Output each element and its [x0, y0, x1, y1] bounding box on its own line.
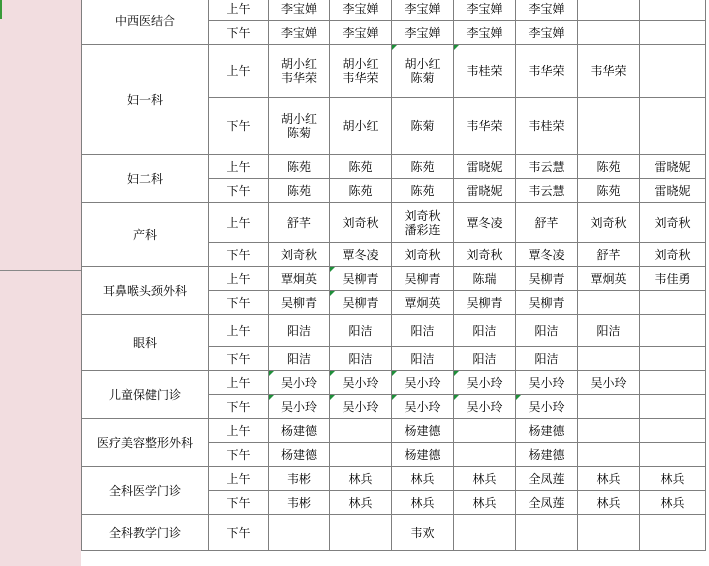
doctor-name: 吴小玲 — [280, 399, 317, 414]
doctor-cell[interactable] — [269, 443, 330, 467]
doctor-name: 韦彬 — [286, 495, 311, 510]
doctor-cell[interactable] — [392, 155, 454, 179]
doctor-cell[interactable] — [269, 243, 330, 267]
department-name[interactable]: 妇二科 — [82, 155, 209, 203]
doctor-name: 林兵 — [660, 471, 685, 486]
doctor-cell[interactable] — [269, 491, 330, 515]
doctor-cell[interactable] — [640, 467, 706, 491]
doctor-cell[interactable] — [269, 21, 330, 45]
doctor-cell[interactable] — [392, 291, 454, 315]
doctor-cell[interactable] — [392, 243, 454, 267]
doctor-name: 舒芊 — [596, 247, 621, 262]
doctor-cell[interactable] — [454, 347, 516, 371]
doctor-name: 吴小玲 — [404, 375, 441, 390]
doctor-cell[interactable] — [330, 347, 392, 371]
doctor-name: 舒芊 — [286, 215, 311, 230]
doctor-name: 陈苑 — [596, 159, 621, 174]
doctor-cell[interactable] — [269, 291, 330, 315]
doctor-name: 覃冬凌 — [466, 215, 503, 230]
doctor-name: 杨建德 — [528, 447, 565, 462]
doctor-cell[interactable] — [392, 347, 454, 371]
doctor-cell[interactable] — [330, 419, 392, 443]
left-category-block[interactable] — [0, 271, 81, 566]
doctor-cell[interactable] — [640, 315, 706, 347]
doctor-name: 刘奇秋 — [342, 215, 379, 230]
table-row — [82, 515, 706, 551]
doctor-cell[interactable] — [269, 395, 330, 419]
doctor-name: 陈菊 — [410, 119, 435, 133]
doctor-cell[interactable] — [330, 45, 392, 98]
doctor-cell[interactable] — [640, 155, 706, 179]
doctor-cell[interactable] — [516, 243, 578, 267]
doctor-name: 李宝婵 — [342, 1, 379, 16]
period-cell[interactable]: 下午 — [209, 291, 269, 315]
period-cell[interactable]: 下午 — [209, 98, 269, 155]
doctor-cell[interactable] — [578, 21, 640, 45]
doctor-name: 杨建德 — [280, 447, 317, 462]
doctor-cell[interactable] — [392, 0, 454, 21]
doctor-name: 阳洁 — [348, 323, 373, 338]
doctor-cell[interactable] — [578, 515, 640, 551]
doctor-cell[interactable] — [516, 315, 578, 347]
doctor-name: 刘奇秋 — [404, 208, 441, 223]
doctor-cell[interactable] — [578, 467, 640, 491]
doctor-cell[interactable] — [578, 315, 640, 347]
doctor-cell[interactable] — [454, 395, 516, 419]
doctor-name: 陈苑 — [286, 183, 311, 198]
doctor-cell[interactable] — [516, 203, 578, 243]
doctor-cell[interactable] — [454, 21, 516, 45]
doctor-name: 阳洁 — [472, 351, 497, 366]
period-cell[interactable]: 上午 — [209, 155, 269, 179]
doctor-name: 阳洁 — [348, 351, 373, 366]
doctor-cell[interactable] — [578, 0, 640, 21]
doctor-cell[interactable] — [454, 45, 516, 98]
doctor-cell[interactable] — [516, 98, 578, 155]
doctor-cell[interactable] — [516, 515, 578, 551]
doctor-name: 阳洁 — [596, 323, 621, 338]
doctor-name: 吴柳青 — [528, 271, 565, 286]
doctor-name: 雷晓妮 — [654, 183, 691, 198]
doctor-name: 吴小玲 — [342, 399, 379, 414]
doctor-cell[interactable] — [454, 419, 516, 443]
doctor-name: 胡小红 — [342, 57, 379, 71]
doctor-cell[interactable] — [269, 371, 330, 395]
doctor-name: 胡小红 — [280, 57, 317, 71]
doctor-name: 雷晓妮 — [654, 159, 691, 174]
period-cell[interactable]: 下午 — [209, 347, 269, 371]
doctor-name: 韦桂荣 — [528, 119, 565, 133]
doctor-name: 刘奇秋 — [466, 247, 503, 262]
period-cell[interactable]: 下午 — [209, 443, 269, 467]
doctor-name: 陈瑞 — [472, 271, 497, 286]
department-name[interactable]: 产科 — [82, 203, 209, 267]
doctor-name: 雷晓妮 — [466, 159, 503, 174]
doctor-cell[interactable] — [516, 443, 578, 467]
doctor-cell[interactable] — [516, 267, 578, 291]
doctor-cell[interactable] — [392, 371, 454, 395]
doctor-name: 吴小玲 — [466, 375, 503, 390]
doctor-name: 吴小玲 — [280, 375, 317, 390]
doctor-cell[interactable] — [269, 45, 330, 98]
period-cell[interactable]: 上午 — [209, 315, 269, 347]
doctor-cell[interactable] — [578, 243, 640, 267]
doctor-cell[interactable] — [578, 371, 640, 395]
doctor-name: 李宝婵 — [342, 25, 379, 40]
doctor-cell[interactable] — [454, 491, 516, 515]
doctor-name: 韦佳勇 — [654, 271, 691, 286]
doctor-name: 吴柳青 — [404, 271, 441, 286]
doctor-cell[interactable] — [454, 467, 516, 491]
period-cell[interactable]: 上午 — [209, 203, 269, 243]
doctor-cell[interactable] — [516, 21, 578, 45]
doctor-cell[interactable] — [454, 203, 516, 243]
period-cell[interactable]: 下午 — [209, 515, 269, 551]
schedule-table — [81, 0, 706, 551]
department-name[interactable]: 妇一科 — [82, 45, 209, 155]
doctor-name: 吴小玲 — [528, 375, 565, 390]
doctor-name: 陈苑 — [596, 183, 621, 198]
doctor-cell[interactable] — [330, 98, 392, 155]
doctor-cell[interactable] — [578, 291, 640, 315]
doctor-cell[interactable] — [640, 0, 706, 21]
doctor-cell[interactable] — [640, 395, 706, 419]
doctor-name: 韦彬 — [286, 471, 311, 486]
doctor-cell[interactable] — [392, 419, 454, 443]
doctor-cell[interactable] — [640, 371, 706, 395]
doctor-name: 陈苑 — [410, 159, 435, 174]
table-row — [82, 371, 706, 395]
doctor-cell[interactable] — [516, 0, 578, 21]
doctor-cell[interactable] — [269, 155, 330, 179]
department-name[interactable]: 全科教学门诊 — [82, 515, 209, 551]
doctor-name: 阳洁 — [472, 323, 497, 338]
doctor-cell[interactable] — [640, 515, 706, 551]
doctor-cell[interactable] — [269, 98, 330, 155]
doctor-name: 吴柳青 — [528, 295, 565, 310]
doctor-cell[interactable] — [330, 267, 392, 291]
table-row — [82, 155, 706, 179]
doctor-name: 林兵 — [410, 471, 435, 486]
doctor-name: 舒芊 — [534, 215, 559, 230]
doctor-cell[interactable] — [516, 155, 578, 179]
doctor-cell[interactable] — [516, 467, 578, 491]
doctor-name: 胡小红 — [342, 119, 379, 133]
doctor-name: 全凤莲 — [528, 471, 565, 486]
doctor-name: 韦云慧 — [528, 183, 565, 198]
period-cell[interactable]: 上午 — [209, 267, 269, 291]
department-name[interactable]: 儿童保健门诊 — [82, 371, 209, 419]
doctor-name: 覃冬凌 — [342, 247, 379, 262]
department-name[interactable]: 全科医学门诊 — [82, 467, 209, 515]
doctor-cell[interactable] — [640, 267, 706, 291]
doctor-cell[interactable] — [454, 155, 516, 179]
department-name[interactable]: 医疗美容整形外科 — [82, 419, 209, 467]
doctor-name: 潘彩连 — [404, 222, 441, 237]
doctor-name: 李宝婵 — [404, 1, 441, 16]
doctor-cell[interactable] — [640, 419, 706, 443]
doctor-name: 陈菊 — [410, 71, 435, 85]
doctor-cell[interactable] — [269, 347, 330, 371]
doctor-name: 林兵 — [348, 471, 373, 486]
doctor-cell[interactable] — [578, 491, 640, 515]
doctor-cell[interactable] — [392, 267, 454, 291]
doctor-cell[interactable] — [330, 443, 392, 467]
doctor-name: 陈苑 — [348, 159, 373, 174]
doctor-name: 阳洁 — [286, 351, 311, 366]
doctor-cell[interactable] — [578, 419, 640, 443]
doctor-name: 阳洁 — [410, 323, 435, 338]
doctor-name: 胡小红 — [280, 112, 317, 126]
doctor-cell[interactable] — [392, 467, 454, 491]
doctor-cell[interactable] — [454, 98, 516, 155]
doctor-cell[interactable] — [640, 203, 706, 243]
doctor-cell[interactable] — [640, 291, 706, 315]
table-row — [82, 0, 706, 21]
doctor-name: 吴柳青 — [342, 295, 379, 310]
doctor-name: 陈苑 — [410, 183, 435, 198]
doctor-name: 林兵 — [410, 495, 435, 510]
doctor-name: 林兵 — [348, 495, 373, 510]
doctor-cell[interactable] — [640, 491, 706, 515]
doctor-cell[interactable] — [640, 45, 706, 98]
doctor-cell[interactable] — [640, 21, 706, 45]
doctor-cell[interactable] — [454, 243, 516, 267]
doctor-cell[interactable] — [269, 315, 330, 347]
doctor-cell[interactable] — [330, 0, 392, 21]
left-category-block[interactable] — [0, 0, 81, 271]
doctor-cell[interactable] — [269, 467, 330, 491]
doctor-cell[interactable] — [640, 243, 706, 267]
doctor-cell[interactable] — [454, 179, 516, 203]
period-cell[interactable]: 上午 — [209, 45, 269, 98]
doctor-name: 韦华荣 — [466, 119, 503, 133]
doctor-name: 吴柳青 — [280, 295, 317, 310]
doctor-cell[interactable] — [392, 203, 454, 243]
doctor-name: 李宝婵 — [280, 1, 317, 16]
doctor-cell[interactable] — [516, 179, 578, 203]
doctor-cell[interactable] — [330, 155, 392, 179]
doctor-name: 阳洁 — [410, 351, 435, 366]
doctor-cell[interactable] — [330, 21, 392, 45]
doctor-name: 刘奇秋 — [404, 247, 441, 262]
department-name[interactable]: 耳鼻喉头颈外科 — [82, 267, 209, 315]
doctor-cell[interactable] — [454, 267, 516, 291]
doctor-cell[interactable] — [392, 395, 454, 419]
doctor-name: 韦华荣 — [280, 71, 317, 85]
doctor-cell[interactable] — [392, 443, 454, 467]
doctor-name: 覃炯英 — [280, 271, 317, 286]
doctor-cell[interactable] — [516, 347, 578, 371]
table-row — [82, 267, 706, 291]
doctor-name: 杨建德 — [280, 423, 317, 438]
doctor-cell[interactable] — [578, 267, 640, 291]
doctor-name: 覃炯英 — [590, 271, 627, 286]
doctor-cell[interactable] — [330, 315, 392, 347]
doctor-cell[interactable] — [330, 179, 392, 203]
doctor-name: 阳洁 — [534, 351, 559, 366]
doctor-cell[interactable] — [392, 179, 454, 203]
doctor-cell[interactable] — [330, 243, 392, 267]
doctor-cell[interactable] — [330, 467, 392, 491]
doctor-cell[interactable] — [516, 291, 578, 315]
period-cell[interactable]: 上午 — [209, 0, 269, 21]
doctor-name: 林兵 — [472, 471, 497, 486]
doctor-cell[interactable] — [269, 179, 330, 203]
left-category-column — [0, 0, 81, 566]
period-cell[interactable]: 上午 — [209, 371, 269, 395]
doctor-cell[interactable] — [392, 45, 454, 98]
doctor-name: 韦华荣 — [590, 64, 627, 78]
doctor-cell[interactable] — [392, 98, 454, 155]
doctor-name: 吴小玲 — [342, 375, 379, 390]
doctor-name: 覃炯英 — [404, 295, 441, 310]
doctor-cell[interactable] — [640, 98, 706, 155]
doctor-name: 韦华荣 — [342, 71, 379, 85]
doctor-name: 林兵 — [472, 495, 497, 510]
period-cell[interactable]: 下午 — [209, 179, 269, 203]
doctor-cell[interactable] — [578, 395, 640, 419]
period-cell[interactable]: 下午 — [209, 243, 269, 267]
table-row — [82, 467, 706, 491]
doctor-cell[interactable] — [578, 45, 640, 98]
doctor-cell[interactable] — [330, 291, 392, 315]
doctor-cell[interactable] — [454, 291, 516, 315]
doctor-name: 陈苑 — [348, 183, 373, 198]
doctor-name: 林兵 — [596, 495, 621, 510]
doctor-cell[interactable] — [640, 443, 706, 467]
table-row — [82, 419, 706, 443]
doctor-cell[interactable] — [269, 515, 330, 551]
doctor-cell[interactable] — [578, 203, 640, 243]
table-row — [82, 45, 706, 98]
doctor-name: 陈苑 — [286, 159, 311, 174]
doctor-name: 林兵 — [660, 495, 685, 510]
doctor-cell[interactable] — [640, 179, 706, 203]
doctor-cell[interactable] — [330, 395, 392, 419]
doctor-cell[interactable] — [269, 419, 330, 443]
doctor-name: 韦华荣 — [528, 64, 565, 78]
doctor-cell[interactable] — [516, 45, 578, 98]
doctor-name: 韦桂荣 — [466, 64, 503, 78]
doctor-cell[interactable] — [330, 491, 392, 515]
doctor-name: 阳洁 — [534, 323, 559, 338]
doctor-name: 李宝婵 — [466, 25, 503, 40]
doctor-cell[interactable] — [330, 371, 392, 395]
doctor-cell[interactable] — [454, 371, 516, 395]
doctor-name: 刘奇秋 — [280, 247, 317, 262]
doctor-name: 李宝婵 — [528, 1, 565, 16]
table-row — [82, 203, 706, 243]
doctor-name: 胡小红 — [404, 57, 441, 71]
doctor-name: 韦云慧 — [528, 159, 565, 174]
doctor-name: 李宝婵 — [466, 1, 503, 16]
doctor-cell[interactable] — [269, 267, 330, 291]
department-name[interactable]: 中西医结合 — [82, 0, 209, 45]
doctor-name: 吴小玲 — [404, 399, 441, 414]
doctor-name: 李宝婵 — [528, 25, 565, 40]
doctor-cell[interactable] — [640, 347, 706, 371]
doctor-cell[interactable] — [330, 515, 392, 551]
doctor-name: 陈菊 — [286, 126, 311, 140]
doctor-cell[interactable] — [392, 21, 454, 45]
doctor-name: 覃冬凌 — [528, 247, 565, 262]
selection-accent — [0, 0, 2, 19]
doctor-cell[interactable] — [516, 419, 578, 443]
doctor-cell[interactable] — [578, 155, 640, 179]
doctor-cell[interactable] — [454, 315, 516, 347]
doctor-name: 吴小玲 — [528, 399, 565, 414]
doctor-cell[interactable] — [392, 491, 454, 515]
doctor-cell[interactable] — [269, 203, 330, 243]
doctor-cell[interactable] — [269, 0, 330, 21]
department-name[interactable]: 眼科 — [82, 315, 209, 371]
doctor-name: 杨建德 — [404, 423, 441, 438]
table-row — [82, 315, 706, 347]
doctor-cell[interactable] — [516, 371, 578, 395]
doctor-name: 吴小玲 — [590, 375, 627, 390]
doctor-name: 刘奇秋 — [654, 215, 691, 230]
period-cell[interactable]: 下午 — [209, 491, 269, 515]
period-cell[interactable]: 下午 — [209, 395, 269, 419]
doctor-cell[interactable] — [454, 0, 516, 21]
doctor-cell[interactable] — [392, 315, 454, 347]
period-cell[interactable]: 下午 — [209, 21, 269, 45]
doctor-name: 阳洁 — [286, 323, 311, 338]
doctor-name: 李宝婵 — [404, 25, 441, 40]
doctor-name: 杨建德 — [404, 447, 441, 462]
doctor-name: 雷晓妮 — [466, 183, 503, 198]
doctor-name: 刘奇秋 — [654, 247, 691, 262]
doctor-cell[interactable] — [454, 443, 516, 467]
doctor-name: 杨建德 — [528, 423, 565, 438]
doctor-cell[interactable] — [578, 98, 640, 155]
doctor-cell[interactable] — [516, 491, 578, 515]
period-cell[interactable]: 上午 — [209, 467, 269, 491]
doctor-name: 全凤莲 — [528, 495, 565, 510]
doctor-cell[interactable] — [578, 443, 640, 467]
doctor-name: 林兵 — [596, 471, 621, 486]
doctor-cell[interactable] — [392, 515, 454, 551]
doctor-cell[interactable] — [516, 395, 578, 419]
doctor-name: 刘奇秋 — [590, 215, 627, 230]
doctor-name: 吴柳青 — [466, 295, 503, 310]
doctor-name: 韦欢 — [410, 525, 435, 540]
doctor-cell[interactable] — [454, 515, 516, 551]
period-cell[interactable]: 上午 — [209, 419, 269, 443]
doctor-name: 李宝婵 — [280, 25, 317, 40]
doctor-name: 吴小玲 — [466, 399, 503, 414]
doctor-cell[interactable] — [330, 203, 392, 243]
doctor-name: 吴柳青 — [342, 271, 379, 286]
doctor-cell[interactable] — [578, 347, 640, 371]
doctor-cell[interactable] — [578, 179, 640, 203]
